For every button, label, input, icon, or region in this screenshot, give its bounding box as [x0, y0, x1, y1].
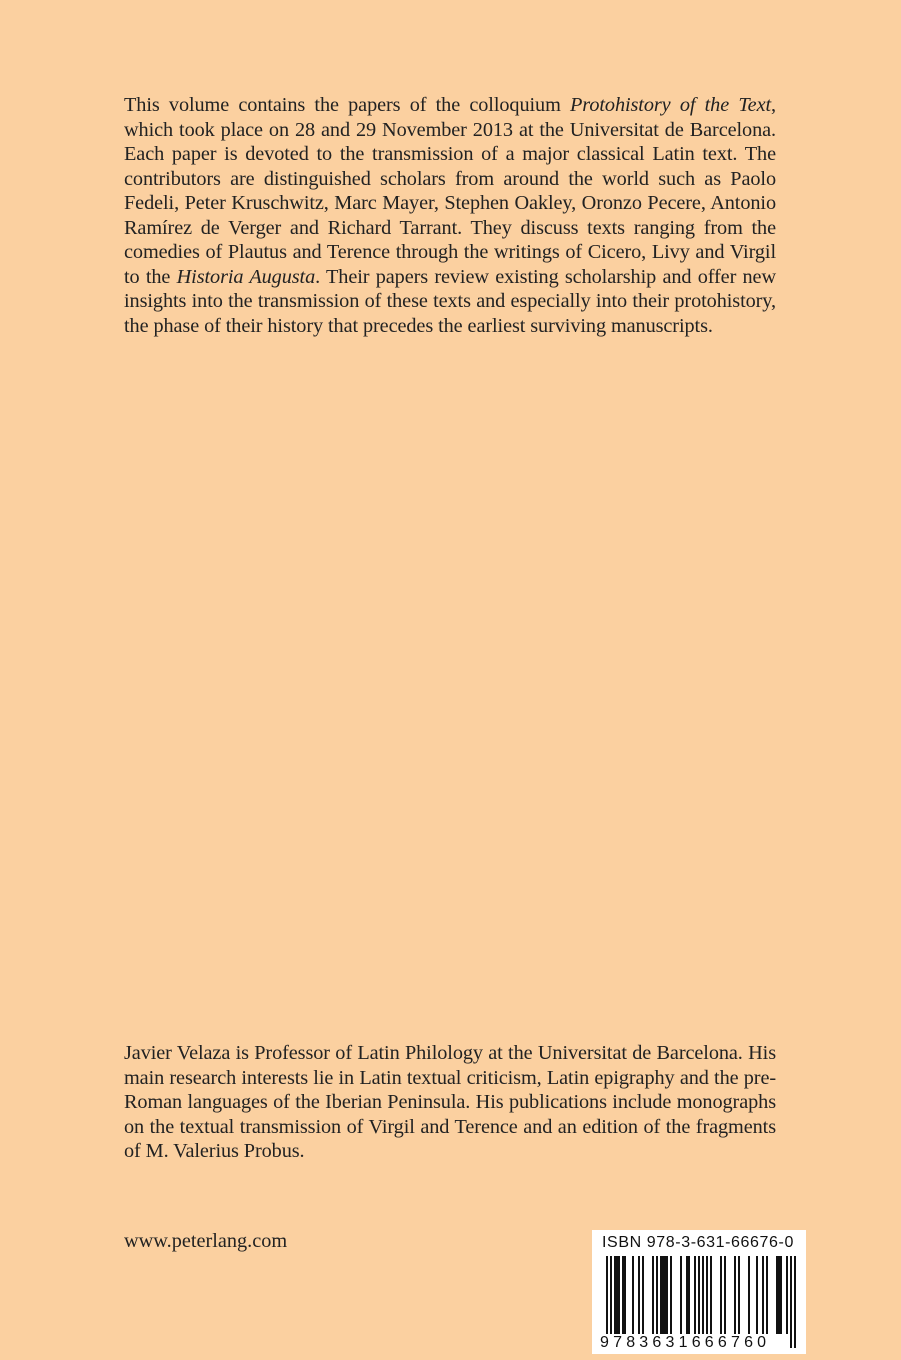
barcode-bar: [734, 1256, 736, 1334]
barcode-bar: [786, 1256, 788, 1334]
barcode-bar: [686, 1256, 690, 1334]
barcode-bar: [656, 1256, 658, 1334]
barcode-bar: [614, 1256, 620, 1334]
blurb-title-italic: Protohistory of the Text: [570, 94, 772, 116]
blurb-text-1: This volume contains the papers of the colloquium: [124, 94, 570, 116]
barcode-bar: [706, 1256, 708, 1334]
blurb-text-2: , which took place on 28 and 29 November 2013 at the Universitat de Barcelona. Each paper is devoted to the transmission of a major classical Latin text. The contributors are distinguished scholars from around the world such as Paolo Fedeli, Peter Kruschwitz, Marc Mayer, Stephen Oakley, Oronzo Pecere, Antonio Ramírez de Verger and Richard Tarrant. They discuss texts ranging from the comedies of Plautus and Terence through the writings of Cicero, Livy and Virgil to the: [124, 94, 777, 288]
barcode-bar: [670, 1256, 672, 1334]
barcode-bar: [642, 1256, 644, 1334]
barcode-bar: [710, 1256, 712, 1334]
barcode-bar: [756, 1256, 758, 1334]
isbn-label: ISBN 978-3-631-66676-0: [602, 1234, 794, 1251]
barcode-bar: [766, 1256, 768, 1334]
author-bio: Javier Velaza is Professor of Latin Philology at the Universitat de Barcelona. His main research interests lie in Latin textual criticism, Latin epigraphy and the pre-Roman languages of the Iberian Peninsula. His publications include monographs on the textual transmission of Virgil and Terence and an edition of the fragments of M. Valerius Probus.: [124, 1042, 776, 1162]
book-blurb: [124, 93, 776, 338]
barcode-bar: [748, 1256, 750, 1334]
barcode-bar: [794, 1256, 796, 1348]
blurb-historia-italic: Historia Augusta: [176, 265, 316, 288]
barcode-bar: [694, 1256, 696, 1334]
barcode-bar: [738, 1256, 740, 1334]
barcode-bar: [762, 1256, 764, 1334]
barcode-bar: [720, 1256, 722, 1334]
barcode-bar: [680, 1256, 682, 1334]
isbn-barcode: [592, 1230, 806, 1354]
barcode-bar: [652, 1256, 654, 1334]
barcode-bar: [638, 1256, 640, 1334]
barcode-bar: [724, 1256, 726, 1334]
barcode-bar: [776, 1256, 782, 1334]
barcode-bar: [660, 1256, 668, 1334]
barcode-bar: [622, 1256, 626, 1334]
publisher-url: www.peterlang.com: [124, 1230, 288, 1252]
barcode-bar: [790, 1256, 792, 1348]
barcode-bar: [632, 1256, 634, 1334]
blurb-text-3: . Their papers review existing scholarship and offer new insights into the transmission of these texts and especially into their protohistory, the phase of their history that precedes the earliest surviving manuscripts.: [124, 265, 777, 337]
ean-digits: 9783631666760: [600, 1334, 771, 1351]
